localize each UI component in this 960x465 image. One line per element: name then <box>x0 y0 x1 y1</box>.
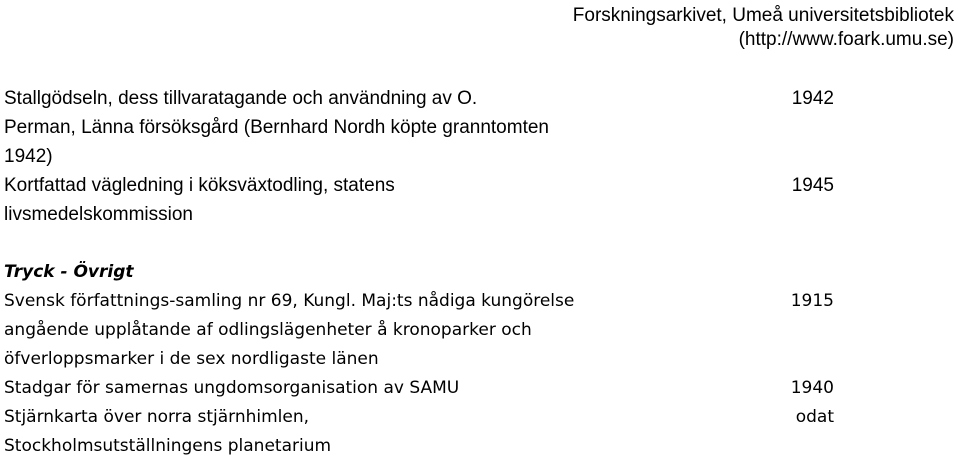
section-gap <box>4 229 834 258</box>
section-heading: Tryck - Övrigt <box>4 262 134 282</box>
list-item <box>4 287 834 374</box>
list-item <box>4 374 834 403</box>
item-year: 1942 <box>791 88 834 109</box>
archive-name: Forskningsarkivet, Umeå universitetsbibliotek <box>572 5 954 26</box>
item-title: Stadgar för samernas ungdomsorganisation av SAMU <box>4 378 460 398</box>
item-year: 1915 <box>790 291 834 311</box>
archive-url: (http://www.foark.umu.se) <box>738 29 954 50</box>
list-item <box>4 403 834 461</box>
item-title: Stjärnkarta över norra stjärnhimlen, Stockholmsutställningens planetarium <box>4 407 332 456</box>
list-item <box>4 84 834 113</box>
catalog-list <box>4 84 834 461</box>
item-title: Perman, Länna försöksgård (Bernhard Nordh köpte granntomten 1942) <box>4 117 549 167</box>
item-year: 1940 <box>790 378 834 398</box>
archive-header <box>573 4 954 52</box>
item-title: Kortfattad vägledning i köksväxtodling, statens livsmedelskommission <box>4 175 395 225</box>
item-title: Svensk författnings-samling nr 69, Kungl. Maj:ts nådiga kungörelse angående upplåtande af odlingslägenheter å kronoparker och öfverloppsmarker i de sex nordligaste länen <box>4 291 575 369</box>
item-title: Stallgödseln, dess tillvaratagande och användning av O. <box>4 88 478 109</box>
list-item <box>4 113 834 171</box>
list-item <box>4 171 834 229</box>
item-year: odat <box>795 407 834 427</box>
item-year: 1945 <box>791 175 834 196</box>
